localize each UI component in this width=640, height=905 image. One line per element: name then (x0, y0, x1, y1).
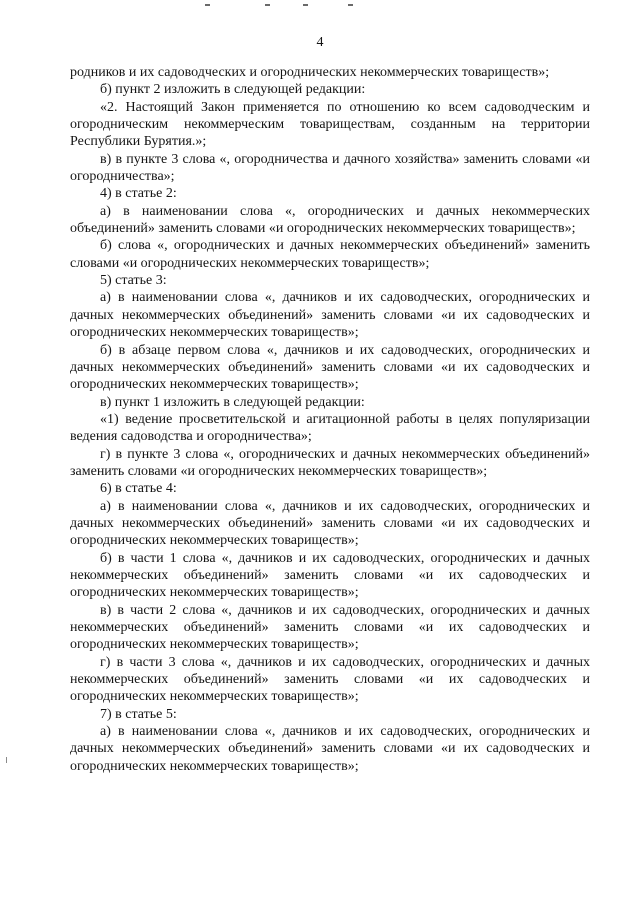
paragraph: 4) в статье 2: (100, 186, 177, 202)
paragraph: а) в наименовании слова «, дачников и их садоводческих, огороднических и дачных некоммерческих объединений» заменить словами «и их садоводческих и огороднических некоммерческих товариществ»; (70, 290, 590, 341)
page-number: 4 (316, 35, 324, 50)
scan-artifact-dot (6, 757, 7, 763)
paragraph: в) в пункте 3 слова «, огородничества и дачного хозяйства» заменить словами «и огородничества»; (70, 151, 590, 185)
paragraph: а) в наименовании слова «, дачников и их садоводческих, огороднических и дачных некоммерческих объединений» заменить словами «и их садоводческих и огороднических некоммерческих товариществ»; (70, 724, 590, 774)
paragraph: 7) в статье 5: (100, 706, 177, 722)
paragraph: 5) статье 3: (100, 273, 167, 289)
paragraph: в) пункт 1 изложить в следующей редакции: (100, 394, 365, 410)
paragraph: б) в абзаце первом слова «, дачников и их садоводческих, огороднических и дачных некоммерческих объединений» заменить словами «и их садоводческих и огороднических некоммерческих товариществ»; (70, 342, 590, 393)
paragraph: а) в наименовании слова «, дачников и их садоводческих, огороднических и дачных некоммерческих объединений» заменить словами «и их садоводческих и огороднических некоммерческих товариществ»; (70, 498, 590, 549)
paragraph: г) в части 3 слова «, дачников и их садоводческих, огороднических и дачных некоммерческих объединений» заменить словами «и их садоводческих и огороднических некоммерческих товариществ»; (70, 654, 590, 705)
document-body (70, 64, 590, 775)
paragraph: 6) в статье 4: (100, 481, 177, 497)
paragraph: а) в наименовании слова «, огороднических и дачных некоммерческих объединений» заменить словами «и огороднических некоммерческих товариществ»; (70, 203, 590, 237)
scan-artifact-marks (205, 4, 365, 8)
paragraph: «2. Настоящий Закон применяется по отношению ко всем садоводческим и огородническим некоммерческим товариществам, созданным на территории Республики Бурятия.»; (70, 99, 590, 150)
paragraph-continuation: родников и их садоводческих и огороднических некоммерческих товариществ»; (70, 65, 550, 80)
paragraph: б) пункт 2 изложить в следующей редакции: (100, 82, 366, 98)
paragraph: г) в пункте 3 слова «, огороднических и дачных некоммерческих объединений» заменить словами «и огороднических некоммерческих товариществ»; (70, 446, 590, 479)
paragraph: б) слова «, огороднических и дачных некоммерческих объединений» заменить словами «и огороднических некоммерческих товариществ»; (70, 238, 590, 271)
paragraph: «1) ведение просветительской и агитационной работы в целях популяризации ведения садоводства и огородничества»; (70, 411, 590, 445)
paragraph: б) в части 1 слова «, дачников и их садоводческих, огороднических и дачных некоммерческих объединений» заменить словами «и их садоводческих и огороднических некоммерческих товариществ»; (70, 550, 590, 601)
paragraph: в) в части 2 слова «, дачников и их садоводческих, огороднических и дачных некоммерческих объединений» заменить словами «и их садоводческих и огороднических некоммерческих товариществ»; (70, 602, 590, 653)
